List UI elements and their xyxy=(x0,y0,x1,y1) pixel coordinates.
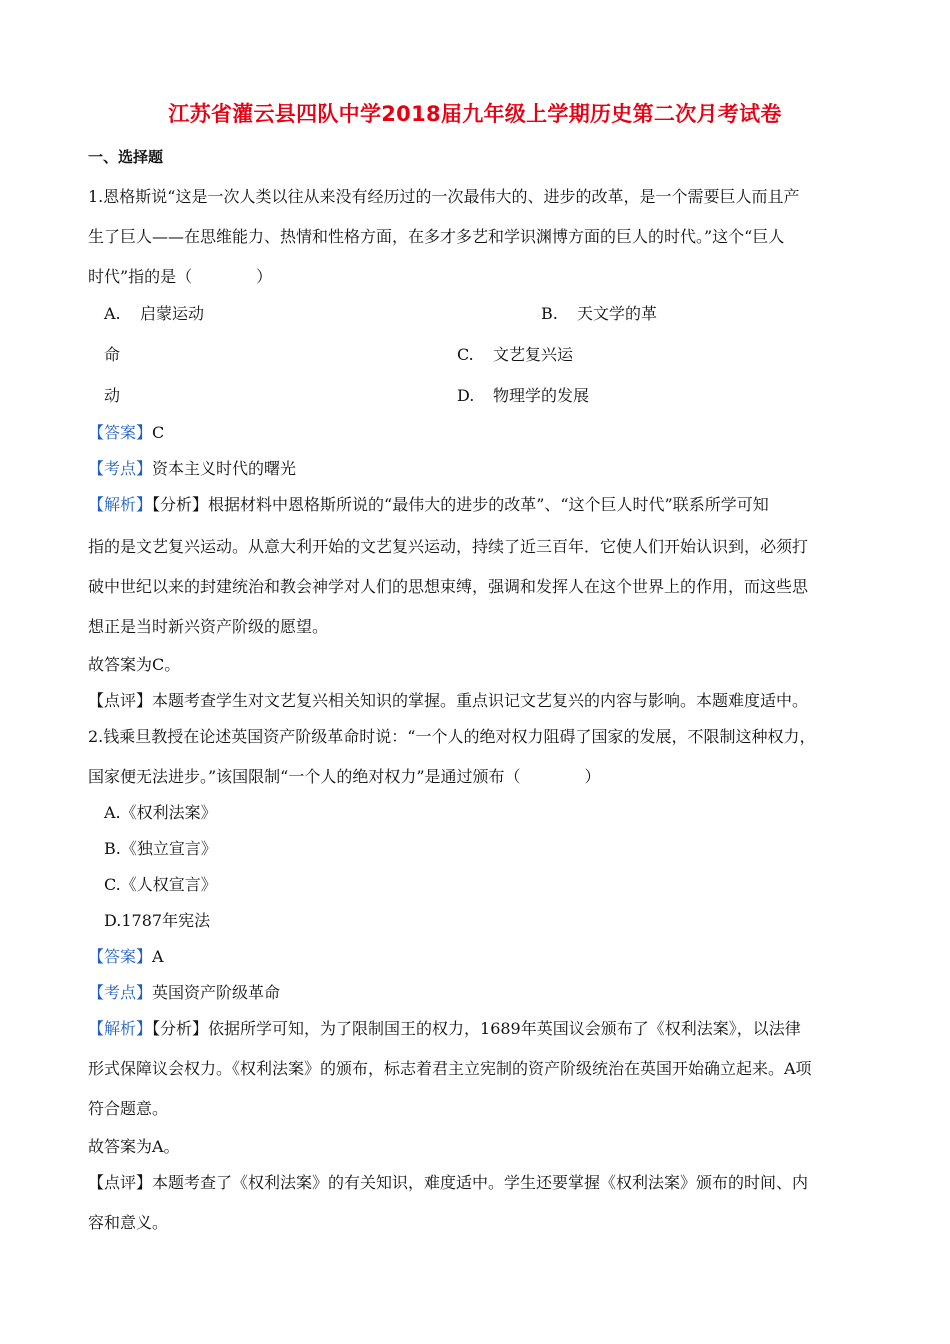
q2-point-value: 英国资产阶级革命 xyxy=(152,983,281,1002)
q1-answer-tag: 【答案】 xyxy=(88,423,153,442)
q2-comment-line-2: 容和意义。 xyxy=(88,1213,169,1232)
q2-conclusion: 故答案为A。 xyxy=(88,1137,180,1156)
q1-option-d-letter: D. xyxy=(457,386,475,405)
q1-analysis-line-1 xyxy=(88,494,769,516)
q1-point-tag: 【考点】 xyxy=(88,459,153,478)
section-heading: 一、选择题 xyxy=(88,148,164,166)
q1-option-c-letter: C. xyxy=(457,345,474,364)
q1-option-b-continued: 命 xyxy=(104,345,121,364)
q1-conclusion: 故答案为C。 xyxy=(88,655,181,674)
q1-option-a-letter: A. xyxy=(104,304,121,323)
q1-option-d xyxy=(457,385,589,407)
q1-option-c-text: 文艺复兴运 xyxy=(493,345,574,364)
q1-analysis-line-2: 指的是文艺复兴运动。从意大利开始的文艺复兴运动，持续了近三百年．它使人们开始认识到，必须打 xyxy=(88,537,809,556)
q2-stem-line-2: 国家便无法进步。”该国限制“一个人的绝对权力”是通过颁布（ ） xyxy=(88,767,601,786)
exam-title: 江苏省灌云县四队中学2018届九年级上学期历史第二次月考试卷 xyxy=(168,102,782,126)
q1-answer-value: C xyxy=(152,423,165,442)
q1-option-d-text: 物理学的发展 xyxy=(493,386,590,405)
q1-stem-line-1: 1.恩格斯说“这是一次人类以往从来没有经历过的一次最伟大的、进步的改革，是一个需要巨人而且产 xyxy=(88,187,800,206)
q1-point-value: 资本主义时代的曙光 xyxy=(152,459,297,478)
q1-option-a xyxy=(104,303,204,325)
q2-analysis-line-1 xyxy=(88,1018,801,1040)
q2-option-b: B.《独立宣言》 xyxy=(104,839,217,858)
q1-option-c xyxy=(457,344,573,366)
q2-analysis-line-3: 符合题意。 xyxy=(88,1099,169,1118)
q1-stem-line-2: 生了巨人——在思维能力、热情和性格方面，在多才多艺和学识渊博方面的巨人的时代。”这个“巨人 xyxy=(88,227,785,246)
q2-comment-line-1: 【点评】本题考查了《权利法案》的有关知识，难度适中。学生还要掌握《权利法案》颁布的时间、内 xyxy=(88,1173,809,1192)
q2-answer-tag: 【答案】 xyxy=(88,947,153,966)
q1-option-b-text: 天文学的革 xyxy=(577,304,658,323)
q2-stem-line-1: 2.钱乘旦教授在论述英国资产阶级革命时说：“一个人的绝对权力阻碍了国家的发展，不限制这种权力， xyxy=(88,727,816,746)
q1-analysis-text-1: 【分析】根据材料中恩格斯所说的“最伟大的进步的改革”、“这个巨人时代”联系所学可知 xyxy=(152,495,769,514)
q1-knowledge-point xyxy=(88,458,296,480)
q1-stem-line-3: 时代”指的是（ ） xyxy=(88,267,273,286)
q2-option-a: A.《权利法案》 xyxy=(104,803,217,822)
q1-option-b-letter: B. xyxy=(541,304,558,323)
q1-option-c-continued: 动 xyxy=(104,386,121,405)
q1-option-a-text: 启蒙运动 xyxy=(140,304,205,323)
q1-analysis-line-3: 破中世纪以来的封建统治和教会神学对人们的思想束缚，强调和发挥人在这个世界上的作用，而这些思 xyxy=(88,577,809,596)
q2-answer-value: A xyxy=(152,947,164,966)
q1-analysis-line-4: 想正是当时新兴资产阶级的愿望。 xyxy=(88,617,329,636)
q2-analysis-text-1: 【分析】依据所学可知，为了限制国王的权力，1689年英国议会颁布了《权利法案》，以法律 xyxy=(152,1019,801,1038)
q2-analysis-tag: 【解析】 xyxy=(88,1019,153,1038)
q2-knowledge-point xyxy=(88,982,280,1004)
q1-answer xyxy=(88,422,164,444)
q2-point-tag: 【考点】 xyxy=(88,983,153,1002)
q1-analysis-tag: 【解析】 xyxy=(88,495,153,514)
q2-option-c: C.《人权宣言》 xyxy=(104,875,217,894)
q2-answer xyxy=(88,946,164,968)
q1-comment: 【点评】本题考查学生对文艺复兴相关知识的掌握。重点识记文艺复兴的内容与影响。本题难度适中。 xyxy=(88,691,809,710)
q2-analysis-line-2: 形式保障议会权力。《权利法案》的颁布，标志着君主立宪制的资产阶级统治在英国开始确立起来。A项 xyxy=(88,1059,812,1078)
q1-option-b xyxy=(541,303,657,325)
q2-option-d: D.1787年宪法 xyxy=(104,911,211,930)
